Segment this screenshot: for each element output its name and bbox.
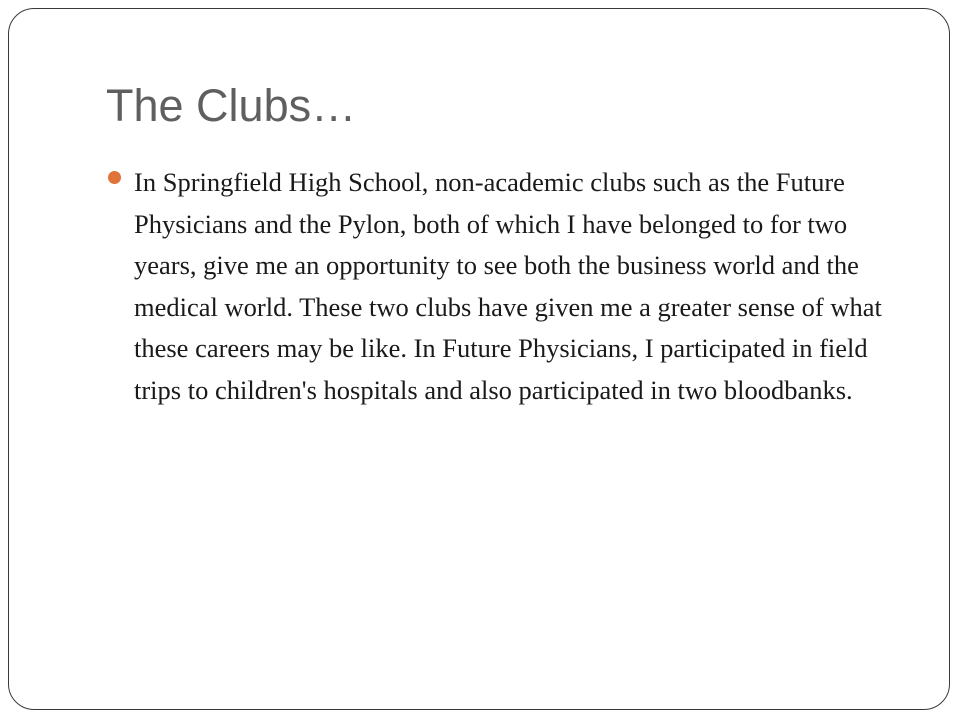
bullet-dot-icon: [108, 171, 121, 184]
slide-content: [134, 162, 894, 412]
bullet-item: [134, 162, 894, 412]
bullet-text: In Springfield High School, non-academic clubs such as the Future Physicians and the Pylon, both of which I have belonged to for two years, give me an opportunity to see both the business world and the medical world. These two clubs have given me a greater sense of what these careers may be like. In Future Physicians, I participated in field trips to children's hospitals and also participated in two bloodbanks.: [134, 167, 882, 405]
slide-title: The Clubs…: [106, 80, 357, 131]
